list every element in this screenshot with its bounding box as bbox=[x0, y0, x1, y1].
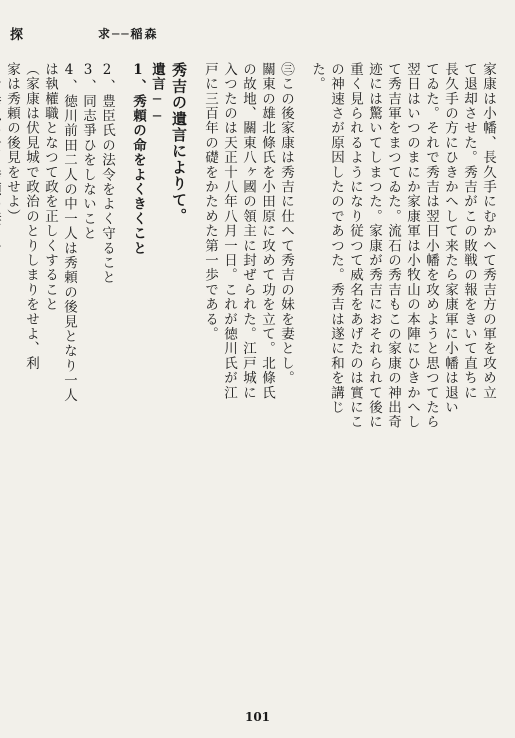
text-column: 關東の雄北條氏を小田原に攻めて功を立て。北條氏 bbox=[259, 62, 275, 401]
header-subtitle: 求──稲森 bbox=[98, 27, 159, 41]
text-column: 家康は小幡、長久手にむかへて秀吉方の軍を攻め立 bbox=[480, 62, 496, 401]
list-item: 4、徳川前田二人の中一人は秀頼の後見となり一人 bbox=[61, 62, 77, 403]
text-column: の神速さが原因したのであつた。秀吉は遂に和を講じ bbox=[328, 62, 344, 415]
text-column: 翌日はいつのまにか家康軍は小牧山の本陣にひきかへし bbox=[404, 62, 420, 430]
text-column: の故地、關東八ヶ國の領主に封ぜられた。江戸城に bbox=[240, 62, 256, 401]
text-column: 戸に三百年の礎をかためた第一歩である。 bbox=[202, 62, 218, 342]
text-column: 長久手の方にひきかへして来たら家康軍に小幡は退い bbox=[442, 62, 458, 415]
text-column: て秀吉軍をまつてゐた。流石の秀吉もこの家康の神出奇 bbox=[385, 62, 401, 430]
running-header bbox=[0, 22, 515, 42]
text-column: 迹には驚いてしまつた。家康が秀吉におそれられて後に bbox=[366, 62, 382, 430]
text-column: た。 bbox=[309, 62, 325, 92]
text-column: てゐた。それで秀吉は翌日小幡を攻めようと思つてたら bbox=[423, 62, 439, 430]
section-heading: 秀吉の遺言によりて。 bbox=[170, 62, 188, 224]
page-number: 101 bbox=[244, 710, 271, 724]
text-column: 入つたのは天正十八年八月一日。これが徳川氏が江 bbox=[221, 62, 237, 401]
text-column: （家康は伏見城で政治のとりしまりをせよ、利 bbox=[23, 62, 39, 371]
text-column: ㊂この後家康は秀吉に仕へて秀吉の妹を妻とし。 bbox=[278, 62, 294, 386]
vertical-text-body bbox=[0, 62, 497, 702]
column-gap bbox=[295, 62, 307, 702]
list-item: 1、秀頼の命をよくきくこと bbox=[130, 62, 146, 256]
list-item: 3、同志爭ひをしないこと bbox=[80, 62, 96, 241]
header-title: 探 bbox=[10, 28, 30, 43]
list-item: 2、豊臣氏の法令をよく守ること bbox=[99, 62, 115, 285]
column-gap bbox=[188, 62, 200, 702]
text-column: 重く見られるようになり従つて威名をあげたのは實にこ bbox=[347, 62, 363, 430]
text-column: て退却させた。秀吉がこの敗戦の報をきいて直ちに bbox=[461, 62, 477, 401]
subheading: 遺言── bbox=[149, 62, 165, 126]
column-gap bbox=[116, 62, 128, 702]
text-column: は執權職となつて政を正しくすること bbox=[42, 62, 58, 312]
text-column: 家は秀頼の後見をせよ） bbox=[4, 62, 20, 224]
